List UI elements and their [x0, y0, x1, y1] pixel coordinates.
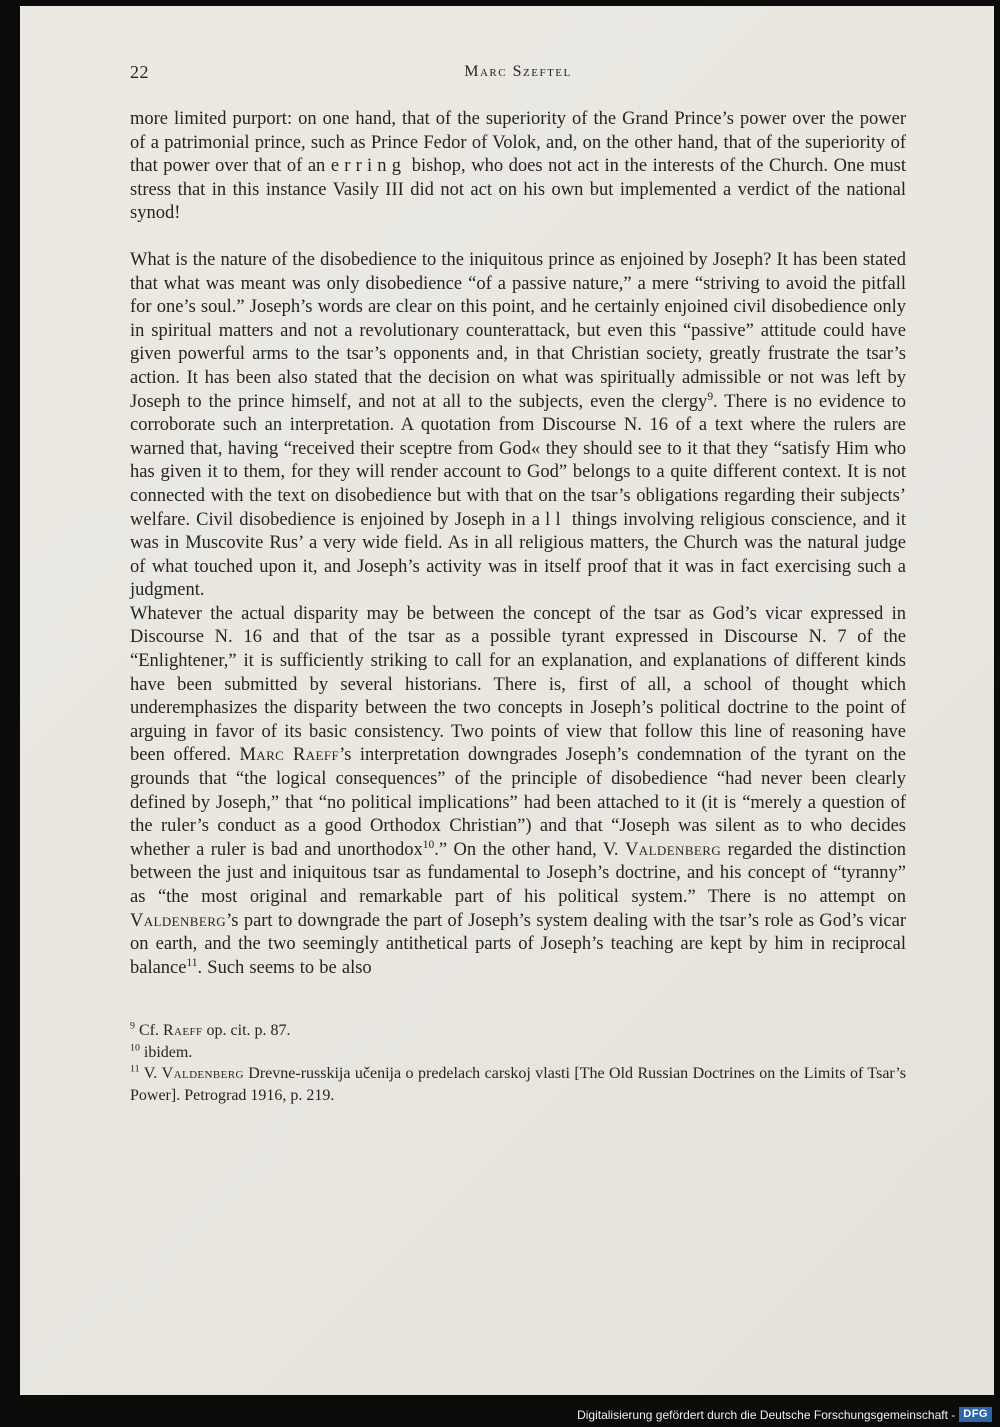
page-header: [130, 56, 906, 90]
digitization-credit: [577, 1407, 992, 1422]
paragraph-1: more limited purport: on one hand, that of the superiority of the Grand Prince’s power over the power of a patrimonial prince, such as Prince Fedor of Volok, and, on the other hand, that of the superiority of that power over that of an erring bishop, who does not act in the interests of the Church. One must stress that in this instance Vasily III did not act on his own but implemented a verdict of the national synod!: [130, 109, 906, 224]
footnote-10: $^{10}$ ibidem.: [130, 1042, 193, 1061]
paragraph-2: What is the nature of the disobedience to the iniquitous prince as enjoined by Joseph? It has been stated that what was meant was only disobedience “of a passive nature,” a mere “striving to avoid the pitfall for one’s soul.” Joseph’s words are clear on this point, and he certainly enjoined civil disobedience only in spiritual matters and not a revolutionary counterattack, but even this “passive” attitude could have given powerful arms to the tsar’s opponents and, in that Christian society, greatly frustrate the tsar’s action. It has been also stated that the decision on what was spiritually admissible or not was left by Joseph to the prince himself, and not at all to the subjects, even the clergy$^9$. There is no evidence to corroborate such an interpretation. A quotation from Discourse N. 16 of a text where the rulers are warned that, having “received their sceptre from God« they should see to it that they “satisfy Him who has given it to them, for they will render account to God” belongs to a quite different context. It is not connected with the text on disobedience but with that on the tsar’s obligations regarding their subjects’ welfare. Civil disobedience is enjoined by Joseph in all things involving religious conscience, and it was in Muscovite Rus’ a very wide field. As in all religious matters, the Church was the natural judge of what touched upon it, and Joseph’s activity was in itself proof that it was in fact exercising such a judgment.: [130, 249, 907, 601]
running-head: Marc Szeftel: [464, 63, 572, 80]
document-page: [20, 6, 994, 1395]
page-number: 22: [130, 62, 149, 82]
footnote-11: $^{11}$ V. Valdenberg Drevne-russkija učenija o predelach carskoj vlasti [The Old Russian Doctrines on the Limits of Tsar’s Power]. Petrograd 1916, p. 219.: [130, 1064, 907, 1104]
body-text: [130, 108, 906, 980]
credit-text: Digitalisierung gefördert durch die Deutsche Forschungsgemeinschaft -: [577, 1407, 956, 1422]
footnotes: [130, 1020, 906, 1106]
footnote-9: $^9$ Cf. Raeff op. cit. p. 87.: [130, 1021, 291, 1040]
paragraph-3: Whatever the actual disparity may be between the concept of the tsar as God’s vicar expressed in Discourse N. 16 and that of the tsar as a possible tyrant expressed in Discourse N. 7 of the “Enlightener,” it is sufficiently striking to call for an explanation, and explanations of different kinds have been submitted by several historians. There is, first of all, a school of thought which underemphasizes the disparity between the two concepts in Joseph’s political doctrine to the point of arguing in favor of its basic consistency. Two points of view that follow this line of reasoning have been offered. Marc Raeff’s interpretation downgrades Joseph’s condemnation of the tyrant on the grounds that “the logical consequences” of the principle of disobedience “had never been clearly defined by Joseph,” that “no political implications” had been attached to it (it is “merely a question of the ruler’s conduct as a good Orthodox Christian”) and that “Joseph was silent as to who decides whether a ruler is bad and unorthodox$^{10}$.” On the other hand, V. Valdenberg regarded the distinction between the just and iniquitous tsar as fundamental to Joseph’s doctrine, and his concept of “tyranny” as “the most original and remarkable part of his political system.” There is no attempt on Valdenberg’s part to downgrade the part of Joseph’s system dealing with the tsar’s role as God’s vicar on earth, and the two seemingly antithetical parts of Joseph’s teaching are kept by him in reciprocal balance$^{11}$. Such seems to be also: [130, 603, 906, 978]
dfg-logo: DFG: [959, 1407, 992, 1422]
